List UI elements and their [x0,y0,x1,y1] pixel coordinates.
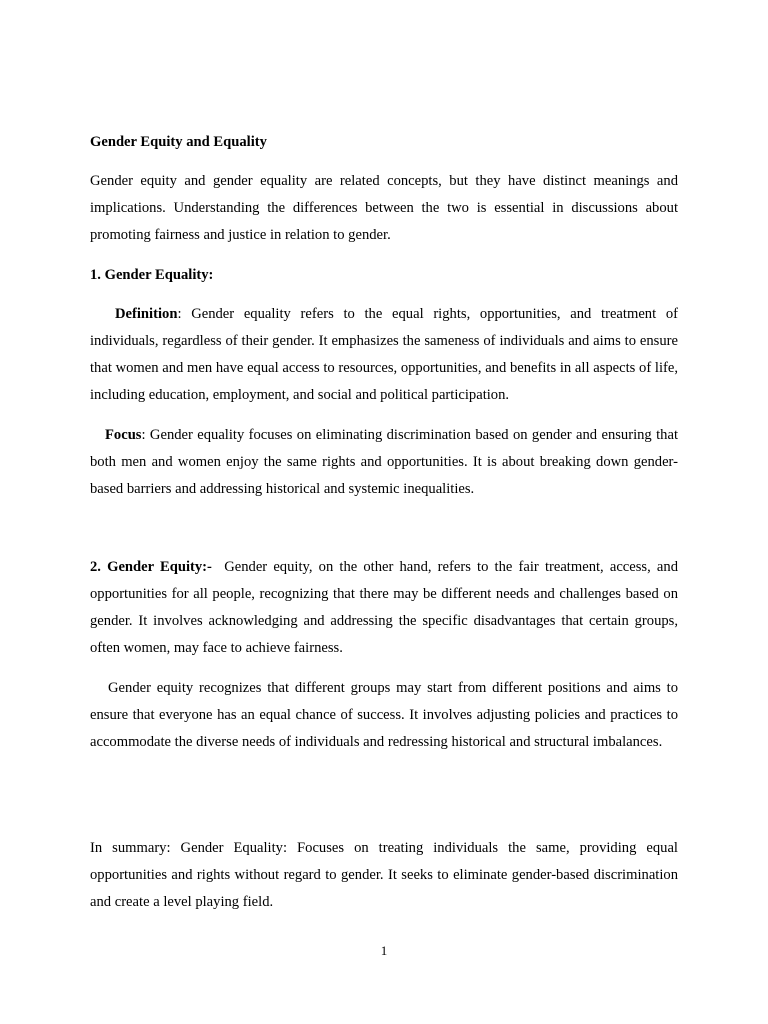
section-2-text: Gender equity, on the other hand, refers to the fair treatment, access, and opportunities for all people, recognizing that there may be different needs and challenges based on gender. It involves acknowledging and addressing the specific disadvantages that certain groups, often women, may face to achieve fairness. [90,559,682,656]
summary-paragraph: In summary: Gender Equality: Focuses on treating individuals the same, providing equal opportunities and rights without regard to gender. It seeks to eliminate gender-based discrimination and create a level playing field. [90,840,678,910]
section-2-paragraph [90,554,682,662]
definition-label: Definition [115,306,178,322]
page-number: 1 [380,943,388,958]
section-1-heading: 1. Gender Equality: [90,267,214,283]
definition-paragraph [90,301,678,409]
focus-text: : Gender equality focuses on eliminating discrimination based on gender and ensuring that both men and women enjoy the same rights and opportunities. It is about breaking down gender-based barriers and addressing historical and systemic inequalities. [90,427,678,497]
equity-paragraph-2: Gender equity recognizes that different groups may start from different positions and aims to ensure that everyone has an equal chance of success. It involves adjusting policies and practices to accommodate the diverse needs of individuals and redressing historical and structural imbalances. [90,680,678,750]
definition-text: : Gender equality refers to the equal rights, opportunities, and treatment of individuals, regardless of their gender. It emphasizes the sameness of individuals and aims to ensure that women and men have equal access to resources, opportunities, and benefits in all aspects of life, including education, employment, and social and political participation. [90,306,678,403]
intro-paragraph: Gender equity and gender equality are related concepts, but they have distinct meanings and implications. Understanding the differences between the two is essential in discussions about promoting fairness and justice in relation to gender. [90,173,678,243]
section-2-heading: 2. Gender Equity:- [90,559,212,575]
focus-label: Focus [105,427,142,443]
document-title: Gender Equity and Equality [90,134,267,150]
focus-paragraph [90,422,678,503]
